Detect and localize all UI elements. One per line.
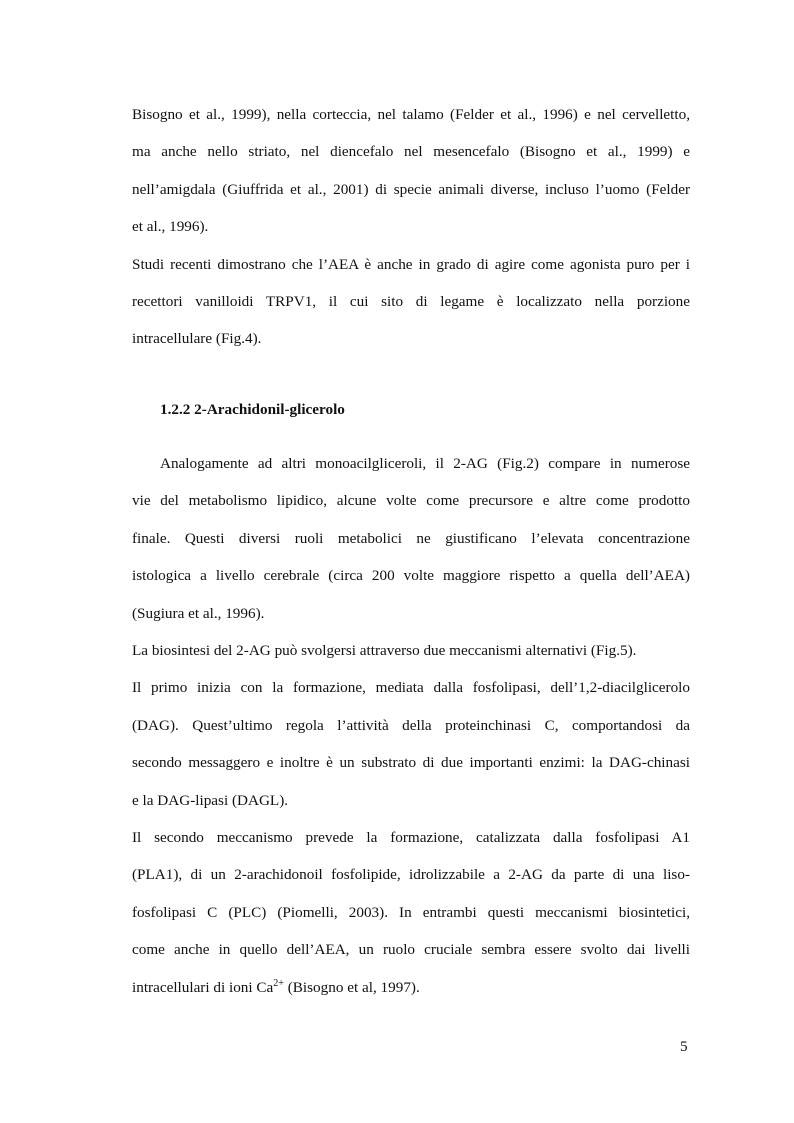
text-line: nell’amigdala (Giuffrida et al., 2001) di specie animali diverse, incluso l’uomo (Felder [132,180,690,198]
text-line: finale. Questi diversi ruoli metabolici ne giustificano l’elevata concentrazione [132,529,690,547]
text-line: La biosintesi del 2-AG può svolgersi attraverso due meccanismi alternativi (Fig.5). [132,642,637,660]
text-line: et al., 1996). [132,218,209,236]
text-line: Il secondo meccanismo prevede la formazione, catalizzata dalla fosfolipasi A1 [132,829,690,847]
text-line: intracellulare (Fig.4). [132,330,262,348]
bottom-paragraphs [132,445,690,1006]
section-heading: 1.2.2 2-Arachidonil-glicerolo [160,401,345,418]
text-line: Bisogno et al., 1999), nella corteccia, nel talamo (Felder et al., 1996) e nel cervelletto, [132,106,690,123]
text-line: e la DAG-lipasi (DAGL). [132,791,289,809]
text-line: Il primo inizia con la formazione, mediata dalla fosfolipasi, dell’1,2-diacilglicerolo [132,679,690,697]
text-line: come anche in quello dell’AEA, un ruolo cruciale sembra essere svolto dai livelli [132,941,690,959]
paragraph-1 [132,96,690,246]
paragraph-6 [132,819,690,1006]
paragraph-5 [132,669,690,819]
text-fragment: (Bisogno et al, 1997). [283,978,420,996]
paragraph-4 [132,632,690,669]
text-line: recettori vanilloidi TRPV1, il cui sito di legame è localizzato nella porzione [132,293,690,311]
text-line: (DAG). Quest’ultimo regola l’attività della proteinchinasi C, comportandosi da [132,716,690,734]
text-line: secondo messaggero e inoltre è un substrato di due importanti enzimi: la DAG-chinasi [132,754,690,772]
top-paragraphs [132,96,690,358]
text-line: fosfolipasi C (PLC) (Piomelli, 2003). In entrambi questi meccanismi biosintetici, [132,903,690,921]
paragraph-2 [132,246,690,358]
text-line: Studi recenti dimostrano che l’AEA è anche in grado di agire come agonista puro per i [132,255,690,273]
text-line: (PLA1), di un 2-arachidonoil fosfolipide, idrolizzabile a 2-AG da parte di una liso- [132,866,690,884]
text-line: vie del metabolismo lipidico, alcune volte come precursore e altre come prodotto [132,492,690,510]
page-number: 5 [680,1038,688,1055]
text-line [132,969,690,1006]
text-line: Analogamente ad altri monoacilgliceroli, il 2-AG (Fig.2) compare in numerose [160,455,690,472]
text-line: istologica a livello cerebrale (circa 200 volte maggiore rispetto a quella dell’AEA) [132,567,690,585]
text-line: ma anche nello striato, nel diencefalo nel mesencefalo (Bisogno et al., 1999) e [132,143,690,161]
paragraph-3 [132,445,690,632]
text-line: (Sugiura et al., 1996). [132,604,265,622]
text-fragment: intracellulari di ioni Ca [132,978,274,996]
superscript: 2+ [273,977,284,989]
